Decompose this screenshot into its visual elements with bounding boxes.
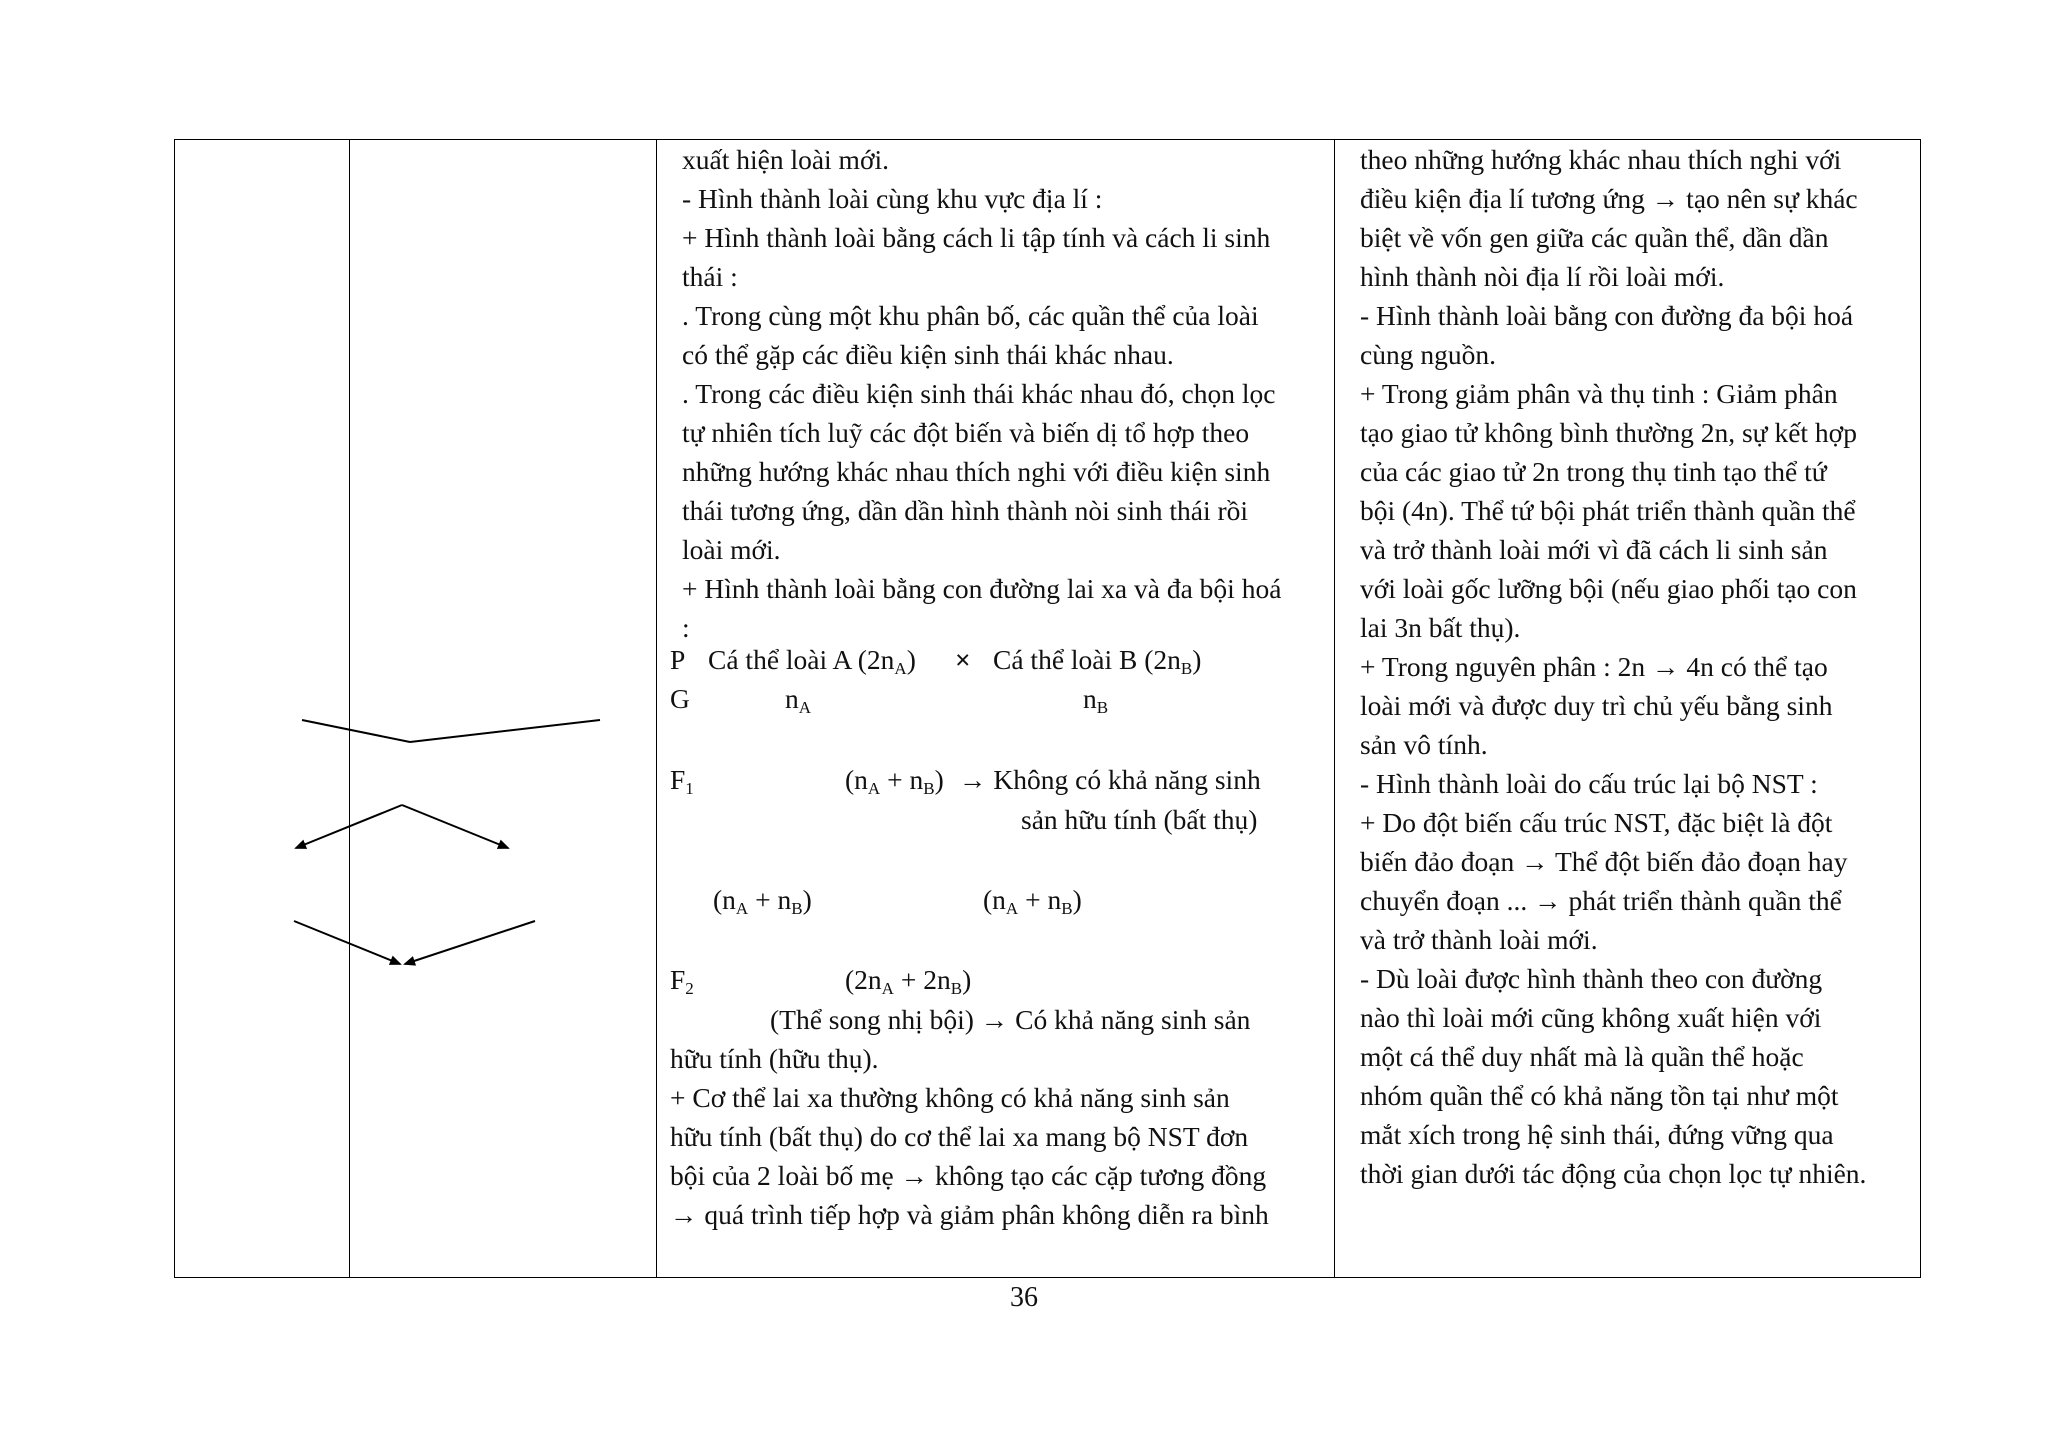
- cross-g-label: G: [670, 683, 690, 714]
- gamete-b-text: n: [1083, 683, 1097, 714]
- parent-b-text: Cá thể loài B (2n: [993, 644, 1181, 675]
- intermediate-part: (n: [983, 884, 1006, 915]
- f1-formula-sub: A: [867, 778, 881, 798]
- intermediate-part: ): [1072, 884, 1082, 915]
- text-line: loài mới.: [682, 534, 781, 565]
- text-line: xuất hiện loài mới.: [682, 144, 890, 175]
- parent-b-close: ): [1192, 644, 1202, 675]
- intermediate-sub: B: [791, 898, 803, 918]
- text-line: loài mới và được duy trì chủ yếu bằng sinh: [1360, 690, 1833, 721]
- text-line: bội của 2 loài bố mẹ → không tạo các cặp tương đồng: [670, 1160, 1267, 1191]
- f1-formula-part: ): [934, 764, 944, 795]
- text-line: - Hình thành loài cùng khu vực địa lí :: [682, 183, 1103, 214]
- text-line: tạo giao tử không bình thường 2n, sự kết hợp: [1360, 417, 1857, 448]
- text-line: + Hình thành loài bằng cách li tập tính và cách li sinh: [682, 222, 1271, 253]
- text-line: nào thì loài mới cũng không xuất hiện với: [1360, 1002, 1822, 1033]
- text-line: những hướng khác nhau thích nghi với điều kiện sinh: [682, 456, 1271, 487]
- text-line: và trở thành loài mới.: [1360, 924, 1598, 955]
- f2-subscript: 2: [685, 978, 694, 998]
- text-line: :: [682, 612, 690, 643]
- parent-a-text: Cá thể loài A (2n: [708, 644, 895, 675]
- f2-text: F: [670, 964, 686, 995]
- f2-formula-sub: A: [881, 978, 894, 998]
- text-line: biệt về vốn gen giữa các quần thể, dần dần: [1360, 222, 1829, 253]
- page-number: 36: [1010, 1282, 1038, 1313]
- intermediate-part: + n: [748, 884, 792, 915]
- text-line: hình thành nòi địa lí rồi loài mới.: [1360, 261, 1725, 292]
- text-line: + Hình thành loài bằng con đường lai xa và đa bội hoá: [682, 573, 1282, 604]
- text-line: nhóm quần thể có khả năng tồn tại như một: [1360, 1080, 1839, 1111]
- intermediate-sub: B: [1061, 898, 1073, 918]
- f1-formula-sub: B: [923, 778, 935, 798]
- gamete-a-subscript: A: [798, 697, 812, 717]
- intermediate-part: ): [802, 884, 812, 915]
- f1-formula-part: + n: [880, 764, 924, 795]
- gamete-b-subscript: B: [1096, 697, 1109, 717]
- text-line: . Trong cùng một khu phân bố, các quần thể của loài: [682, 300, 1259, 331]
- text-line: . Trong các điều kiện sinh thái khác nhau đó, chọn lọc: [682, 378, 1276, 409]
- intermediate-part: (n: [713, 884, 736, 915]
- text-line: lai 3n bất thụ).: [1360, 612, 1521, 643]
- text-line: điều kiện địa lí tương ứng → tạo nên sự khác: [1360, 183, 1858, 214]
- f1-formula-part: (n: [845, 764, 868, 795]
- split-arrow-right: [402, 805, 508, 848]
- text-line: + Trong nguyên phân : 2n → 4n có thể tạo: [1360, 651, 1828, 682]
- text-line: - Hình thành loài bằng con đường đa bội hoá: [1360, 300, 1854, 331]
- split-arrow-left: [296, 805, 402, 848]
- text-line: theo những hướng khác nhau thích nghi với: [1360, 144, 1842, 175]
- f1-result-line-2: sản hữu tính (bất thụ): [1021, 804, 1258, 835]
- f2-formula-part: + 2n: [893, 964, 951, 995]
- intermediate-part: + n: [1018, 884, 1062, 915]
- text-line: cùng nguồn.: [1360, 339, 1496, 370]
- f1-text: F: [670, 764, 686, 795]
- intermediate-sub: A: [735, 898, 749, 918]
- text-line: thái tương ứng, dần dần hình thành nòi sinh thái rồi: [682, 495, 1249, 526]
- text-line: thời gian dưới tác động của chọn lọc tự nhiên.: [1360, 1158, 1867, 1189]
- f2-result-line-2: hữu tính (hữu thụ).: [670, 1043, 879, 1074]
- parent-a-close: ): [906, 644, 916, 675]
- text-line: biến đảo đoạn → Thể đột biến đảo đoạn hay: [1360, 846, 1848, 877]
- gamete-a-text: n: [785, 683, 799, 714]
- text-line: của các giao tử 2n trong thụ tinh tạo thể tứ: [1360, 456, 1827, 487]
- text-line: thái :: [682, 261, 738, 292]
- cross-times-sign: ×: [955, 644, 971, 675]
- text-line: + Cơ thể lai xa thường không có khả năng sinh sản: [670, 1082, 1230, 1113]
- text-line: bội (4n). Thể tứ bội phát triển thành quần thể: [1360, 495, 1856, 526]
- f1-subscript: 1: [685, 778, 694, 798]
- f2-formula-sub: B: [950, 978, 963, 998]
- text-line: - Hình thành loài do cấu trúc lại bộ NST :: [1360, 768, 1818, 799]
- intermediate-sub: A: [1005, 898, 1019, 918]
- text-line: mắt xích trong hệ sinh thái, đứng vững qua: [1360, 1119, 1834, 1150]
- merge-arrow-left: [294, 921, 400, 964]
- text-line: sản vô tính.: [1360, 729, 1488, 760]
- text-line: → quá trình tiếp hợp và giảm phân không diễn ra bình: [670, 1199, 1269, 1230]
- f2-formula-part: ): [962, 964, 972, 995]
- f1-result-line-1: → Không có khả năng sinh: [959, 764, 1261, 795]
- text-line: - Dù loài được hình thành theo con đường: [1360, 963, 1823, 994]
- merge-arrow-right: [405, 921, 535, 964]
- parent-b-subscript: B: [1180, 658, 1193, 678]
- cross-p-label: P: [670, 644, 686, 675]
- text-line: + Do đột biến cấu trúc NST, đặc biệt là đột: [1360, 807, 1833, 838]
- text-line: có thể gặp các điều kiện sinh thái khác nhau.: [682, 339, 1174, 370]
- text-line: chuyển đoạn ... → phát triển thành quần thể: [1360, 885, 1842, 916]
- text-line: với loài gốc lưỡng bội (nếu giao phối tạo con: [1360, 573, 1857, 604]
- parent-a-subscript: A: [894, 658, 907, 678]
- f2-result-line-1: (Thể song nhị bội) → Có khả năng sinh sản: [770, 1004, 1251, 1035]
- f2-formula-part: (2n: [845, 964, 882, 995]
- converging-line-right: [410, 720, 600, 742]
- text-line: + Trong giảm phân và thụ tinh : Giảm phân: [1360, 378, 1838, 409]
- text-line: một cá thể duy nhất mà là quần thể hoặc: [1360, 1041, 1804, 1072]
- text-line: và trở thành loài mới vì đã cách li sinh sản: [1360, 534, 1828, 565]
- converging-line-left: [302, 720, 410, 742]
- text-line: tự nhiên tích luỹ các đột biến và biến dị tổ hợp theo: [682, 417, 1250, 448]
- text-line: hữu tính (bất thụ) do cơ thể lai xa mang bộ NST đơn: [670, 1121, 1249, 1152]
